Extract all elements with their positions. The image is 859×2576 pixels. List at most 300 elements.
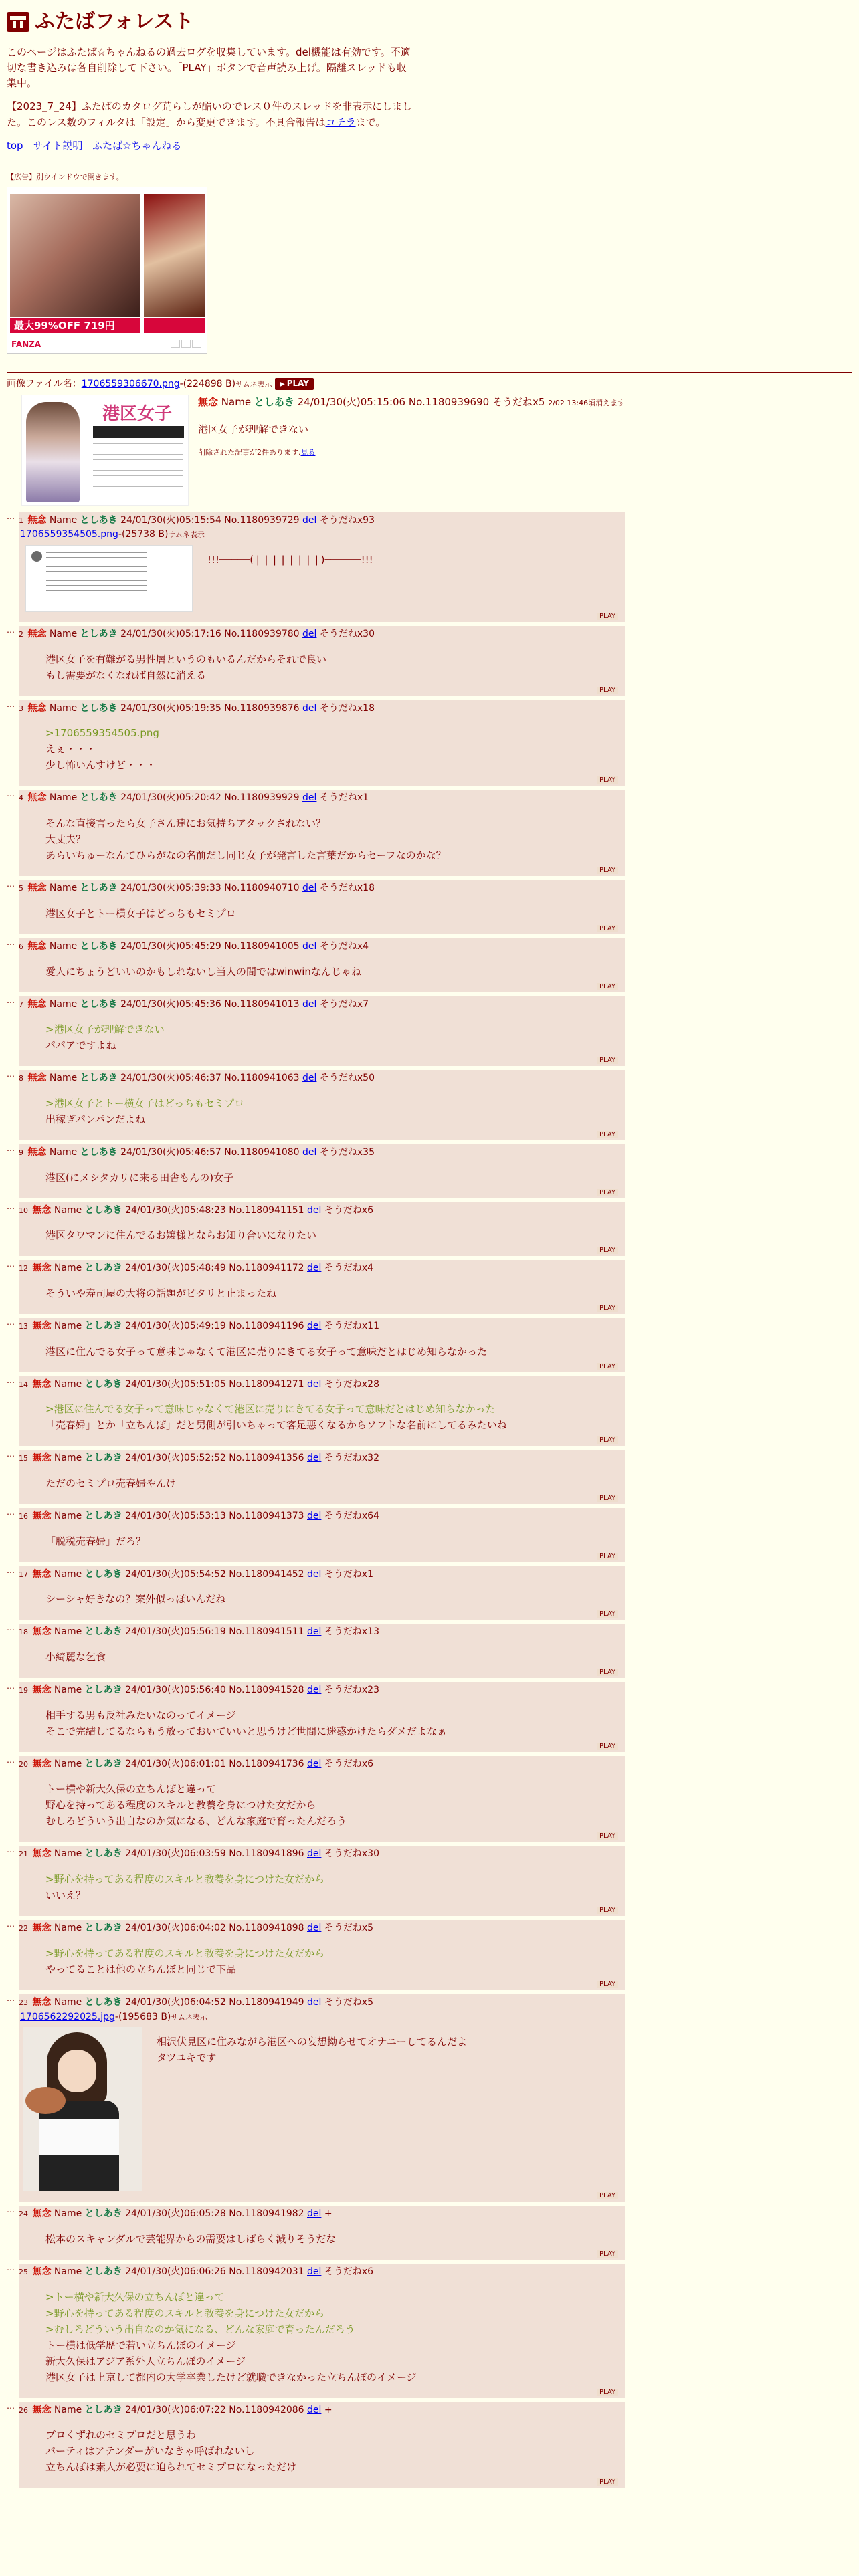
reply-message [19, 1012, 619, 1056]
reply-message [207, 542, 373, 612]
reply-name-label: Name [49, 702, 78, 714]
reply-post [19, 1450, 625, 1504]
message-line: やってることは他の立ちんぼと同じで下品 [45, 1963, 237, 1975]
reply-play-button[interactable]: PLAY [597, 1743, 618, 1750]
message-line: パパアですよね [45, 1039, 116, 1052]
deleted-note-text: 削除された記事が2件あります. [198, 448, 301, 457]
del-link[interactable]: del [302, 1146, 317, 1158]
thumb-text-lines [93, 443, 183, 490]
reply-number: 5 [19, 884, 23, 893]
ad-image-side[interactable] [144, 194, 205, 317]
sodane-button[interactable]: そうだねx6 [324, 2266, 374, 2277]
reply-meta: 24/01/30(火)05:19:35 No.1180939876 [120, 702, 300, 714]
reply-name: としあき [84, 2266, 122, 2277]
reply-play-button[interactable]: PLAY [597, 2478, 618, 2486]
message-line: ただのセミプロ売春婦やんけ [45, 1477, 177, 1490]
sodane-button[interactable]: そうだねx93 [319, 514, 375, 526]
ad-image[interactable] [10, 194, 140, 317]
reply-file-size: -(25738 B) [118, 529, 169, 540]
top-nav [7, 138, 852, 154]
reply-name: としあき [80, 792, 118, 804]
sodane-button[interactable]: そうだねx30 [324, 1848, 379, 1860]
reply-message [19, 2222, 619, 2250]
del-link[interactable]: del [307, 1685, 322, 1696]
reply-meta: 24/01/30(火)06:01:01 No.1180941736 [125, 1758, 304, 1769]
reply-row [7, 1846, 852, 1916]
reply-header [19, 1921, 619, 1936]
reply-name: としあき [84, 1848, 122, 1860]
message-line: 出稼ぎパンパンだよね [45, 1113, 145, 1125]
reply-name-label: Name [54, 1923, 82, 1934]
message-line: パーティはアテンダーがいなきゃ呼ばれないし [45, 2445, 255, 2458]
del-link[interactable]: del [307, 1378, 322, 1390]
reply-name-label: Name [54, 1378, 82, 1390]
reply-number: 4 [19, 794, 23, 803]
del-link[interactable]: del [302, 1073, 317, 1084]
reply-message [19, 1334, 619, 1362]
reply-media [19, 2024, 619, 2191]
reply-post [19, 1994, 625, 2202]
reply-header [19, 1683, 619, 1698]
ad-price[interactable]: 最大99%OFF 719円 [10, 318, 140, 333]
reply-title: 無念 [32, 1204, 52, 1216]
reply-play-row [19, 1188, 619, 1198]
reply-play-button[interactable]: PLAY [597, 983, 618, 990]
del-link[interactable]: del [302, 702, 317, 714]
quote-line: >港区女子が理解できない [45, 1023, 165, 1036]
del-link[interactable]: del [307, 2208, 322, 2220]
reply-play-row [19, 1552, 619, 1562]
reply-play-row [19, 2388, 619, 2398]
message-line: 港区タワマンに住んでるお嬢様とならお知り合いになりたい [45, 1229, 317, 1242]
site-header [7, 7, 852, 38]
reply-post [19, 1508, 625, 1562]
del-link[interactable]: del [307, 2266, 322, 2277]
reply-number: 1 [19, 516, 23, 525]
reply-header [19, 627, 619, 642]
del-link[interactable]: del [302, 883, 317, 894]
thumb-note: サムネ表示 [235, 380, 272, 389]
reply-play-row [19, 1980, 619, 1990]
reply-title: 無念 [32, 1378, 52, 1390]
reply-name: としあき [84, 1453, 122, 1464]
ad-banner[interactable] [7, 187, 207, 354]
message-line: そういや寿司屋の大将の話題がピタリと止まったね [45, 1287, 277, 1299]
del-link[interactable]: del [307, 1626, 322, 1638]
reply-play-button[interactable]: PLAY [597, 2250, 618, 2258]
reply-thumbnail[interactable] [25, 545, 193, 612]
reply-row [7, 1070, 852, 1140]
reply-play-row [19, 686, 619, 696]
sodane-button[interactable]: そうだねx1 [324, 1568, 374, 1580]
reply-play-button[interactable]: PLAY [597, 1131, 618, 1138]
reply-row [7, 512, 852, 622]
reply-name-label: Name [49, 792, 78, 804]
sodane-button[interactable]: そうだねx6 [324, 1204, 374, 1216]
reply-play-row [19, 1668, 619, 1678]
reply-message [19, 1160, 619, 1188]
reply-name-label: Name [54, 1320, 82, 1331]
reply-name-label: Name [54, 1996, 82, 2008]
message-line: もし需要がなくなれば自然に消える [45, 669, 207, 681]
reply-number: 26 [19, 2405, 28, 2415]
reply-play-button[interactable]: PLAY [597, 1057, 618, 1064]
quote-line: >1706559354505.png [45, 727, 159, 740]
reply-play-button[interactable]: PLAY [597, 1363, 618, 1370]
reply-name: としあき [84, 1685, 122, 1696]
reply-play-button[interactable]: PLAY [597, 925, 618, 932]
reply-ellipsis: … [7, 937, 15, 947]
reply-play-button[interactable]: PLAY [597, 1436, 618, 1444]
reply-meta: 24/01/30(火)05:39:33 No.1180940710 [120, 883, 300, 894]
ad-next-icon[interactable] [192, 340, 201, 348]
reply-number: 8 [19, 1074, 23, 1083]
sodane-button[interactable]: + [324, 2404, 332, 2416]
reply-row [7, 1920, 852, 1990]
reply-meta: 24/01/30(火)06:04:52 No.1180941949 [125, 1996, 304, 2008]
message-line: 港区女子を有難がる男性層というのもいるんだからそれで良い [45, 653, 327, 665]
reply-name-label: Name [54, 1758, 82, 1769]
reply-play-button[interactable]: PLAY [597, 1189, 618, 1196]
thumb-dress [39, 2101, 119, 2191]
del-link[interactable]: del [307, 1996, 322, 2008]
message-line: いいえ？ [45, 1889, 86, 1902]
thumb-face [58, 2050, 96, 2092]
reply-name: としあき [80, 1073, 118, 1084]
reply-play-row [19, 1304, 619, 1314]
reply-ellipsis: … [7, 789, 15, 799]
reply-title: 無念 [32, 1848, 52, 1860]
reply-post [19, 1624, 625, 1678]
sodane-button[interactable]: そうだねx5 [324, 1923, 374, 1934]
reply-title: 無念 [27, 940, 47, 952]
deleted-note [198, 447, 625, 458]
reply-name: としあき [84, 1511, 122, 1522]
del-link[interactable]: del [307, 1511, 322, 1522]
op-file-link[interactable]: 1706559306670.png [81, 379, 180, 390]
del-link[interactable]: del [307, 1848, 322, 1860]
reply-name: としあき [84, 1996, 122, 2008]
reply-row [7, 1756, 852, 1842]
reply-row [7, 880, 852, 934]
del-link[interactable]: del [302, 998, 317, 1010]
del-link[interactable]: del [302, 629, 317, 640]
reply-name: としあき [80, 883, 118, 894]
reply-name-label: Name [54, 1626, 82, 1638]
reply-header [19, 1451, 619, 1466]
sodane-button[interactable]: そうだねx30 [319, 629, 375, 640]
del-link[interactable]: del [307, 1758, 322, 1769]
sodane-button[interactable]: + [324, 2208, 332, 2220]
reply-header [19, 1261, 619, 1276]
reply-play-button[interactable]: PLAY [597, 1832, 618, 1840]
reply-post [19, 2402, 625, 2488]
reply-ellipsis: … [7, 1681, 15, 1691]
message-line: 港区女子は上京して都内の大学卒業したけど就職できなかった立ちんぼのイメージ [45, 2371, 417, 2383]
reply-name: としあき [84, 1758, 122, 1769]
reply-name-label: Name [54, 2404, 82, 2416]
reply-play-row [19, 1056, 619, 1066]
del-link[interactable]: del [307, 1453, 322, 1464]
reply-post [19, 996, 625, 1067]
reply-ellipsis: … [7, 2262, 15, 2272]
message-line: 立ちんぼは素人が必要に迫られてセミプロになっただけ [45, 2461, 297, 2474]
reply-name-label: Name [54, 1453, 82, 1464]
reply-message [19, 716, 619, 776]
message-line: 大丈夫？ [45, 833, 86, 846]
reply-play-button[interactable]: PLAY [597, 776, 618, 784]
reply-name-label: Name [54, 2208, 82, 2220]
reply-header [19, 940, 619, 954]
ad-dot-icon[interactable] [181, 340, 191, 348]
thumb-note: サムネ表示 [168, 530, 205, 540]
sodane-button[interactable]: そうだねx4 [324, 1263, 374, 1274]
reply-row [7, 1624, 852, 1678]
reply-play-button[interactable]: PLAY [597, 1907, 618, 1914]
message-line: あらいちゅーなんてひらがなの名前だし同じ女子が発言した言葉だからセーフなのかな？ [45, 849, 446, 862]
reply-play-button[interactable]: PLAY [597, 1981, 618, 1988]
reply-name: としあき [84, 2404, 122, 2416]
reply-name-label: Name [49, 629, 78, 640]
reply-name: としあき [84, 1263, 122, 1274]
thumb-figure [26, 402, 80, 502]
reply-media [19, 542, 619, 612]
reply-name: としあき [80, 940, 118, 952]
message-line: 港区に住んでる女子って意味じゃなくて港区に売りにきてる女子って意味だとはじめ知らなかった [45, 1345, 488, 1358]
del-link[interactable]: del [307, 1204, 322, 1216]
sodane-button[interactable]: そうだねx50 [319, 1073, 375, 1084]
reply-post [19, 2206, 625, 2260]
reply-play-row [19, 1906, 619, 1916]
reply-number: 24 [19, 2210, 28, 2219]
nav-link-futaba[interactable]: ふたば☆ちゃんねる [92, 139, 182, 152]
reply-row [7, 1144, 852, 1198]
reply-ellipsis: … [7, 1375, 15, 1385]
reply-title: 無念 [27, 629, 47, 640]
reply-title: 無念 [27, 883, 47, 894]
op-play-button[interactable]: ▶ PLAY [275, 378, 314, 390]
reply-number: 14 [19, 1380, 28, 1389]
reply-ellipsis: … [7, 1317, 15, 1327]
reply-meta: 24/01/30(火)05:54:52 No.1180941452 [125, 1568, 304, 1580]
reply-number: 7 [19, 1000, 23, 1009]
reply-post [19, 1376, 625, 1446]
reply-post [19, 790, 625, 876]
sodane-button[interactable]: そうだねx5 [324, 1996, 374, 2008]
del-link[interactable]: del [307, 1320, 322, 1331]
reply-message [19, 1862, 619, 1906]
reply-play-button[interactable]: PLAY [597, 1553, 618, 1560]
report-link[interactable]: コチラ [325, 116, 356, 128]
futaba-logo-icon[interactable] [7, 12, 29, 32]
reply-play-button[interactable]: PLAY [597, 687, 618, 694]
reply-play-button[interactable]: PLAY [597, 613, 618, 620]
sodane-button[interactable]: そうだねx11 [324, 1320, 379, 1331]
reply-name: としあき [84, 1320, 122, 1331]
nav-link-about[interactable]: サイト説明 [33, 139, 83, 152]
reply-row [7, 1994, 852, 2202]
reply-play-row [19, 1362, 619, 1372]
reply-row [7, 626, 852, 696]
reply-play-button[interactable]: PLAY [597, 1610, 618, 1618]
reply-post [19, 1682, 625, 1752]
reply-number: 9 [19, 1148, 23, 1157]
reply-meta: 24/01/30(火)05:45:29 No.1180941005 [120, 940, 300, 952]
reply-ellipsis: … [7, 2401, 15, 2411]
del-link[interactable]: del [307, 1263, 322, 1274]
reply-title: 無念 [32, 1263, 52, 1274]
reply-message [19, 2280, 619, 2388]
reply-play-button[interactable]: PLAY [597, 2192, 618, 2199]
sodane-button[interactable]: そうだねx1 [319, 792, 369, 804]
message-line: 松本のスキャンダルで芸能界からの需要はしばらく減りそうだな [45, 2232, 337, 2245]
ad-pager[interactable] [171, 340, 201, 348]
reply-post [19, 626, 625, 696]
reply-meta: 24/01/30(火)06:04:02 No.1180941898 [125, 1923, 304, 1934]
sodane-button[interactable]: そうだねx6 [324, 1758, 374, 1769]
reply-play-row [19, 866, 619, 876]
del-link[interactable]: del [307, 1568, 322, 1580]
sodane-button[interactable]: そうだねx28 [324, 1378, 379, 1390]
sodane-button[interactable]: そうだねx35 [319, 1146, 375, 1158]
sodane-button[interactable]: そうだねx7 [319, 998, 369, 1010]
intro-notice-end: まで。 [355, 116, 386, 128]
ad-price-side[interactable] [144, 318, 205, 333]
reply-title: 無念 [27, 1146, 47, 1158]
sodane-button[interactable]: そうだねx18 [319, 702, 375, 714]
message-line: そんな直接言ったら女子さん達にお気持ちアタックされない？ [45, 817, 326, 830]
quote-line: >野心を持ってある程度のスキルと教養を身につけた女だから [45, 1947, 325, 1959]
del-link[interactable]: del [302, 792, 317, 804]
reply-file-size: -(195683 B) [114, 2011, 171, 2022]
op-file-info [7, 377, 852, 392]
reply-number: 10 [19, 1206, 28, 1215]
sodane-button[interactable]: そうだねx13 [324, 1626, 379, 1638]
reply-row [7, 1318, 852, 1372]
sodane-button[interactable]: そうだねx4 [319, 940, 369, 952]
reply-play-button[interactable]: PLAY [597, 1305, 618, 1312]
reply-message [19, 954, 619, 982]
reply-play-row [19, 2478, 619, 2488]
reply-play-button[interactable]: PLAY [597, 1495, 618, 1502]
reply-message [19, 1086, 619, 1130]
reply-thumbnail[interactable] [23, 2027, 142, 2191]
reply-header [19, 1319, 619, 1334]
nav-link-top[interactable]: top [7, 139, 23, 152]
reply-ellipsis: … [7, 511, 15, 521]
reply-name-label: Name [54, 1568, 82, 1580]
message-line: むしろどういう出自なのか気になる、どんな家庭で育ったんだろう [45, 1815, 347, 1828]
reply-ellipsis: … [7, 625, 15, 635]
sodane-button[interactable]: そうだねx32 [324, 1453, 379, 1464]
reply-post [19, 1318, 625, 1372]
reply-meta: 24/01/30(火)05:15:54 No.1180939729 [120, 514, 300, 526]
reply-row [7, 1376, 852, 1446]
del-link[interactable]: del [307, 2404, 322, 2416]
reply-play-row [19, 2250, 619, 2260]
reply-ellipsis: … [7, 699, 15, 709]
ad-brand: FANZA [11, 340, 41, 350]
reply-message [157, 2024, 467, 2191]
reply-play-button[interactable]: PLAY [597, 1669, 618, 1676]
message-line: 港区(にメシタカリに来る田舎もんの)女子 [45, 1171, 234, 1184]
divider [7, 372, 852, 373]
reply-name: としあき [84, 1923, 122, 1934]
reply-play-row [19, 1610, 619, 1620]
reply-play-row [19, 612, 619, 622]
reply-title: 無念 [32, 1453, 52, 1464]
reply-name: としあき [80, 629, 118, 640]
reply-meta: 24/01/30(火)05:56:19 No.1180941511 [125, 1626, 304, 1638]
reply-play-button[interactable]: PLAY [597, 2389, 618, 2396]
ad-label: 【広告】別ウインドウで開きます。 [7, 173, 124, 181]
sodane-button[interactable]: そうだねx18 [319, 883, 375, 894]
reply-name: としあき [84, 1626, 122, 1638]
reply-title: 無念 [32, 2266, 52, 2277]
reply-file-link[interactable]: 1706562292025.jpg [20, 2011, 115, 2022]
message-line: ブロくずれのセミプロだと思うわ [45, 2429, 197, 2442]
reply-meta: 24/01/30(火)05:17:16 No.1180939780 [120, 629, 300, 640]
op-thumbnail[interactable] [21, 395, 189, 506]
reply-name: としあき [80, 1146, 118, 1158]
reply-play-button[interactable]: PLAY [597, 867, 618, 874]
reply-post [19, 1920, 625, 1990]
reply-ellipsis: … [7, 2205, 15, 2215]
reply-name-label: Name [49, 514, 78, 526]
reply-message [19, 1392, 619, 1436]
reply-play-button[interactable]: PLAY [597, 1247, 618, 1254]
reply-title: 無念 [27, 792, 47, 804]
sodane-button[interactable]: そうだねx64 [324, 1511, 379, 1522]
reply-post [19, 2264, 625, 2398]
op-post [7, 395, 852, 506]
op-name-label: Name [221, 395, 252, 408]
reply-ellipsis: … [7, 995, 15, 1005]
reply-play-row [19, 1436, 619, 1446]
reply-title: 無念 [32, 1685, 52, 1696]
reply-file-link[interactable]: 1706559354505.png [20, 529, 118, 540]
reply-row [7, 938, 852, 992]
reply-name: としあき [84, 1378, 122, 1390]
reply-meta: 24/01/30(火)05:52:52 No.1180941356 [125, 1453, 304, 1464]
sodane-button[interactable]: そうだねx23 [324, 1685, 379, 1696]
site-title: ふたばフォレスト [35, 10, 194, 33]
reply-message [19, 1218, 619, 1246]
deleted-show-link[interactable]: 見る [300, 448, 316, 457]
reply-number: 23 [19, 1998, 28, 2007]
ad-prev-icon[interactable] [171, 340, 180, 348]
message-line: 小綺麗な乞食 [45, 1651, 106, 1664]
reply-name-label: Name [54, 1848, 82, 1860]
reply-header [19, 881, 619, 896]
message-line: そこで完結してるならもう放っておいていいと思うけど世間に迷惑かけたらダメだよなぁ [45, 1725, 448, 1737]
reply-header [19, 1378, 619, 1392]
reply-play-row [19, 1246, 619, 1256]
reply-ellipsis: … [7, 1623, 15, 1633]
del-link[interactable]: del [302, 514, 317, 526]
del-link[interactable]: del [307, 1923, 322, 1934]
thumb-subtitle-bar [93, 426, 184, 438]
message-line: 少し怖いんすけど・・・ [45, 759, 157, 772]
message-line: トー横は低学歴で若い立ちんぼのイメージ [45, 2339, 236, 2351]
op-header [198, 395, 625, 410]
del-link[interactable]: del [302, 940, 317, 952]
message-line: えぇ・・・ [45, 743, 96, 756]
reply-play-row [19, 776, 619, 786]
reply-title: 無念 [32, 1758, 52, 1769]
reply-name-label: Name [49, 998, 78, 1010]
reply-number: 2 [19, 630, 23, 639]
